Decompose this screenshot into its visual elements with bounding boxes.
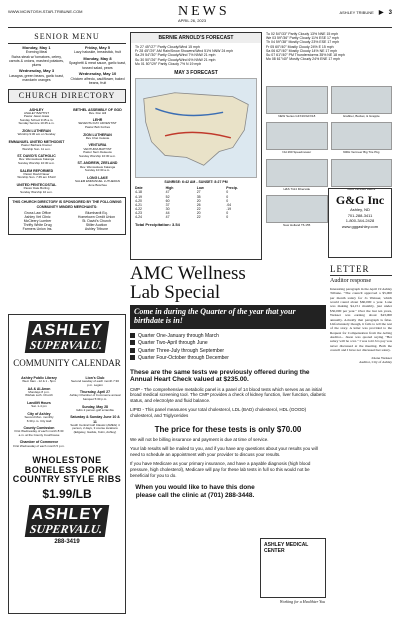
photo-item: 600H Vermeer Big Tire Pkg [331,122,393,155]
amc-tagline: Working for a Healthier You [279,599,325,605]
left-column [8,32,126,235]
equipment-image [266,195,328,223]
cmp-description: CMP - The comprehensive metabolic panel is a panel of 14 blood tests which serves as an initial broad medical screening tool. The CMP provides a check of kidney function, liver function, diabetic status, and electrolyte and fluid balance. [130,386,326,404]
amc-tests-note: These are the same tests we previously offered during the Annual Heart Check valued at $235.00. [130,368,310,384]
table-row: 4-23 44 20 0 [135,211,229,216]
ashley-medical-center-logo: ASHLEY MEDICAL CENTER Working for a Healthier You [260,538,326,598]
photo-item: Grabber, Bucket, & Grapple [331,86,393,119]
list-item: Quarter One-January through March [130,333,326,341]
issue-date: APRIL 26, 2023 [178,18,207,23]
section-name: NEWS [178,4,230,19]
table-row: 4-18 47 27 0 [135,190,229,195]
gg-name: G&G Inc [335,193,385,207]
sponsor-lists [11,211,123,232]
page-number: 3 [388,10,392,16]
us-map-graphic [136,79,256,177]
square-bullet-icon [130,355,135,360]
church-directory [8,105,126,195]
extended-forecast: Tu 02 54°/33° Partly Cloudy 13% NNE 15 mph We 03 59°/36° Partly Cloudy 11% ESE 17 mph Th 04 59°/38° Mostly Cloudy 23% ESE 17 mph Fr 05 60°/40° Mostly Cloudy 24% E 15 mph Sa 06 62°/40° Mostly Cloudy 14% NE 17 mph Su 07 61°/40° PM Thunderstorms 35% NE 18 mph Mo 08 61°/40° Mostly Cloudy 24% ENE 17 mph [266,32,345,62]
promo-price: $1.99/LB [42,486,92,501]
table-row: 4-21 37 26 .04 [135,202,232,207]
list-item: Quarter Four-October through December [130,355,326,363]
gg-website[interactable]: www.gggashley.com [341,223,379,229]
calendar-title: COMMUNITY CALENDAR [13,358,121,368]
page-header [8,4,392,28]
calendar-col-left: Ashley Public Library Wed. 9am - 12 & 1 - 5pm AA & Al-Anon Mondays 8 p.m. Wishek Luth. Church Landlift Hours Sat. 1-4 pm City of Ashley Second Mon. monthly 6:30 p.m. City Hall County Comission First Wednesday of each month 8:30 a.m. at the County Courthouse Chamber of Commerce First Wednesday of each month 5 p.m. [13,375,65,448]
site-url[interactable]: WWW.MCINTOSH-STAR-TRIBUNE.COM [8,9,83,14]
calendar-col-right: Lion's Club Second tuesday of each month 7:30 p.m. Legion Thursday, April 27 Ashley Chamber of Commerce annual banquet 5:30 p.m. Sunday, May 28 G&G 2 person golf scramble Saturday & Sunday June 10 & 11 South Central Golf Classic (AMEG) 4 person, 2 days, 3 course locations (Edgeley, Gackle, Kulm, Ashley) [69,375,121,434]
photo-item: H&S 7114 Fiberside [266,159,328,192]
forecast-map [135,78,257,178]
weather-forecast [130,32,262,260]
letter-signature: Jolene Weisser Auditor, City of Ashley [359,355,392,364]
community-calendar-ad [8,314,126,614]
lipid-description: LIPID - This panel measures your total cholesterol, LDL (BAD) cholesterol, HDL (GOOD) cholesterol, and Triglycerides [130,407,307,418]
table-row: 4-19 52 35 0 [135,194,229,199]
equipment-image [266,122,328,150]
store-phone: 288-3419 [54,538,80,545]
senior-menu-title: SENIOR MENU [8,32,126,44]
forecast-title: BERNIE ARNOLD'S FORECAST [131,33,261,43]
church-directory-title: CHURCH DIRECTORY [8,89,126,103]
list-item: Quarter Three-July through September [130,348,326,356]
gg-inc-ad: G&G Inc Ashley, ND 701-288-3411 1-800-344-2428 www.gggashley.com [328,188,392,258]
photo-item: New Holland T6.155 [266,195,328,228]
letter-body: Interesting paragraph in the April 19 Ashley Tribune. "The council approved a $5,000 per month salary for Jo Weisser, which would round about $60,000 a year. Lane was making $4,151 monthly, just under $50,000 per year." Over the last ten years, Weisser was earning about $43,000 annually. Actually that paragraph is false. Unfortunately though, it fails to tell the rest of the story. A letter was provided to the Request for Compensation from the Acting Auditor... Jason was quoted saying "Her salary will be a lot." I was told Jo's pay was never discussed at the meeting. Both the council and I have not discussed her salary. [330,286,392,353]
church-col-left: ASHLEY ASHLEY BAPTIST Pastor Jason Haas Sunday School 9:45 a.m. Sunday Service 10:45 a.m. ZION LUTHERAN Worship 9:30 am on Sunday EMMANUEL UNITED METHODIST Pastor Barbara Kramer Worship Sun. 11 a.m. ST. DAVID'S CATHOLIC Rev. Wenceslaus Katanga Sunday Worship 10:30 a.m. SALEM REFORMED Pastor David Naser Worship Sun. 7:45 am KSLR UNITED PENTECOSTAL Pastor Dale Burling Sunday Worship 10 a.m. [8,107,65,194]
sponsor-box [8,197,126,234]
church-col-right: BETHEL ASSEMBLY OF GOD Rev. Don Hill LEHR SEVENTH DAY ADVENTIST Pastor Bob Forbes ZION LUTHERAN Rev Chet Celeste VENTURIA VENTURIA BAPTIST Pastor Nern Deleeuw Sunday Worship 10:30 a.m. ST. ANDREW, ZEELAND Rev. Wenceslaus Katanga Sunday 10:30 a.m. LONG LAKE SALEM EMMANUEL LUTHERAN June Boschee [73,107,122,187]
equipment-image [266,86,328,114]
square-bullet-icon [130,333,135,338]
equipment-image [266,159,328,187]
supervalu-logo: ASHLEY SUPERVALU. [25,321,109,353]
amc-price: The price for these tests is only $70.00 [154,424,302,434]
senior-menu [8,46,126,85]
equipment-image [331,122,393,150]
amc-banner: Come in during the Quarter of the year that your birthdate is in! [130,305,326,329]
photo-item: NH 260 Speedmower [266,122,328,155]
total-precipitation: Total Precipitation: 3.54 [135,221,180,227]
map-title: MAY 3 FORECAST [174,69,218,76]
supervalu-logo-bottom: ASHLEY SUPERVALU. [25,505,109,537]
sunrise-sunset: SUNRISE: 6:42 AM - SUNSET: 8:27 PM [164,179,228,184]
quarter-list [130,333,326,363]
amc-title: AMC Wellness Lab Special [130,263,246,303]
amc-wellness-ad: AMC Wellness Lab Special Come in during the Quarter of the year that your birthdate is in! Quarter One-January through March Quarter Two-April through June Quarter Three-July through September Quarter Four-October through December These are the same tests we previously offered during the Annual Heart Check valued at $235.00. CMP - The comprehensive metabolic panel is a panel of 14 blood tests which serves as an initial broad medical screening tool. The CMP provides a check of kidney function, liver function, diabetic status, and electrolyte and fluid balance. LIPID - This panel measures your total cholesterol, LDL (BAD) cholesterol, HDL (GOOD) cholesterol, and Triglycerides The price for these tests is only $70.00 We will not be billing insurance and payment is due at time of service. Your lab results will be mailed to you, and if you have any questions about your results you will need to schedule an appointment with your provider to discuss your results. If you have Medicare as your primary insurance, and have a payable diagnosis (high blood pressure, high cholesterol), Medicare will pay for these lab tests in full so this would not be beneficial for you to do. When you would like to have this done please call the clinic at (701) 288-3448. ASHLEY MEDICAL CENTER Working for a Healthier You [130,263,326,605]
sponsor-list-left: Gross Law Office Ashley Vet Clinic McCleery Lumber Thrifty White Drug Farmers Union Ins. [22,210,53,232]
table-row: 4-20 60 20 0 [135,198,229,203]
amc-call-to-action: When you would like to have this done please call the clinic at (701) 288-3448. [135,484,255,500]
paper-name: ASHLEY TRIBUNE ▶ 3 [339,10,392,16]
sponsor-list-right: Blumhardt Eq. Hometown Credit Union St. David's Church Stiller Auction Ashley Tribune [77,210,116,232]
calendar-events [9,369,125,452]
square-bullet-icon [130,340,135,345]
promo-text: WHOLESTONE BONELESS PORK COUNTRY STYLE RIBS [12,455,122,485]
equipment-image [331,159,393,187]
photo-item: NEW Series GFX16/GFX18 [266,86,328,119]
forecast-lines: Th 27 45°/27° Partly Cloudy/Wind 15 mph Fr 28 45°/29° AM Rain/Snow Showers/Wind 51% NNW 24 mph Sa 29 54°/30° Partly Cloudy/Wind 7% NNW 21 mph Su 30 50°/26° Partly Cloudy/Wind 6% NNW 21 mph Mo 01 50°/29° Partly Cloudy 7% N 19 mph [135,45,234,66]
weather-table: Date High Low Precip. 4-18 47 27 0 4-19 52 35 0 4-20 60 20 0 4-21 37 26 .04 4-22 30 22 .19 4-23 44 20 0 4-24 47 22 0 [131,186,261,220]
menu-col-right: Friday, May 5 Lazy haluskie, breadstick, fruit Monday, May 8 Spaghetti & meat sauce, garlic toast, tossed salad, pears Wednesday, May 10 Chicken alfredo, cauliflower, baked beans, fruit [69,44,127,85]
letter-title: LETTER [330,264,392,276]
sponsor-heading: THIS CHURCH DIRECTORY IS SPONSORED BY THE FOLLOWING COMMUNITY MINDED MERCHANTS: [12,200,122,209]
list-item: Quarter Two-April through June [130,340,326,348]
equipment-image [331,86,393,114]
menu-col-left: Monday, May 1 Evening Meal Swiss steak w/ tomatoes, celery, carrots & onions, mashed potatoes, plums Wednesday, May 3 Lasagna, green beans, garlic toast, mandarin oranges [8,44,65,83]
table-row: 4-24 47 22 0 [135,215,229,220]
square-bullet-icon [130,348,135,353]
letter-column [330,264,392,614]
photo-item: G&G Certified Balers [331,159,393,192]
table-row: 4-22 30 22 .19 [135,207,232,212]
letter-subtitle: Auditor response [330,277,372,284]
